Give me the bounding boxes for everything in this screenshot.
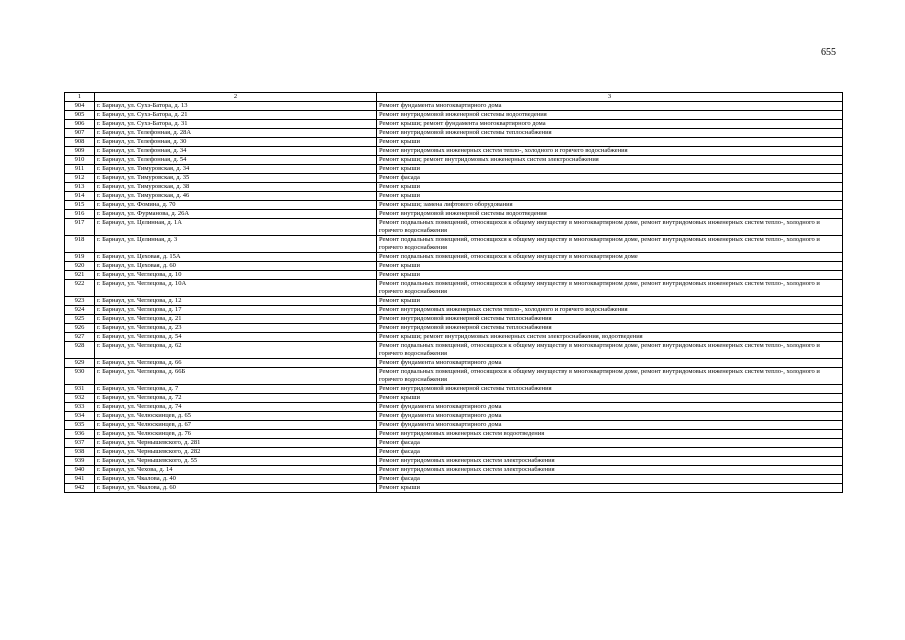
cell-address: г. Барнаул, ул. Сухэ-Батора, д. 13 — [95, 102, 377, 111]
table-row — [65, 192, 843, 201]
cell-number: 912 — [65, 174, 95, 183]
cell-work-type: Ремонт подвальных помещений, относящихся к общему имуществу в многоквартирном доме — [377, 253, 843, 262]
cell-address: г. Барнаул, ул. Чеглецова, д. 12 — [95, 297, 377, 306]
table-row — [65, 439, 843, 448]
cell-work-type: Ремонт фасада — [377, 448, 843, 457]
table-row — [65, 412, 843, 421]
cell-number: 939 — [65, 457, 95, 466]
table-row — [65, 342, 843, 359]
cell-work-type: Ремонт фасада — [377, 439, 843, 448]
cell-work-type: Ремонт подвальных помещений, относящихся к общему имуществу в многоквартирном доме, ремонт внутридомовых инженерных систем тепло-, холодного и горячего водоснабжения — [377, 368, 843, 385]
cell-work-type: Ремонт фундамента многоквартирного дома — [377, 359, 843, 368]
cell-address: г. Барнаул, ул. Чехова, д. 14 — [95, 466, 377, 475]
cell-work-type: Ремонт подвальных помещений, относящихся к общему имуществу в многоквартирном доме, ремонт внутридомовых инженерных систем тепло-, холодного и горячего водоснабжения — [377, 280, 843, 297]
table-row — [65, 129, 843, 138]
table-row — [65, 174, 843, 183]
cell-address: г. Барнаул, ул. Чеглецова, д. 23 — [95, 324, 377, 333]
cell-address: г. Барнаул, ул. Челюскинцев, д. 76 — [95, 430, 377, 439]
cell-address: г. Барнаул, ул. Чеглецова, д. 62 — [95, 342, 377, 359]
cell-work-type: Ремонт фундамента многоквартирного дома — [377, 102, 843, 111]
cell-address: г. Барнаул, ул. Тимуровская, д. 38 — [95, 183, 377, 192]
cell-work-type: Ремонт крыши — [377, 183, 843, 192]
cell-address: г. Барнаул, ул. Чеглецова, д. 17 — [95, 306, 377, 315]
table-row — [65, 430, 843, 439]
cell-address: г. Барнаул, ул. Телефонная, д. 34 — [95, 147, 377, 156]
cell-address: г. Барнаул, ул. Чеглецова, д. 54 — [95, 333, 377, 342]
cell-address: г. Барнаул, ул. Сухэ-Батора, д. 31 — [95, 120, 377, 129]
cell-address: г. Барнаул, ул. Телефонная, д. 54 — [95, 156, 377, 165]
table-row — [65, 280, 843, 297]
cell-address: г. Барнаул, ул. Челюскинцев, д. 65 — [95, 412, 377, 421]
page-number: 655 — [821, 47, 836, 58]
cell-number: 910 — [65, 156, 95, 165]
table-row — [65, 421, 843, 430]
table-row — [65, 219, 843, 236]
table-row — [65, 333, 843, 342]
cell-work-type: Ремонт подвальных помещений, относящихся к общему имуществу в многоквартирном доме, ремонт внутридомовых инженерных систем тепло-, холодного и горячего водоснабжения — [377, 342, 843, 359]
cell-work-type: Ремонт внутридомовых инженерных систем водоотведения — [377, 430, 843, 439]
cell-number: 932 — [65, 394, 95, 403]
cell-work-type: Ремонт фасада — [377, 174, 843, 183]
table-row — [65, 403, 843, 412]
cell-address: г. Барнаул, ул. Фомина, д. 70 — [95, 201, 377, 210]
cell-work-type: Ремонт фундамента многоквартирного дома — [377, 421, 843, 430]
cell-work-type: Ремонт фасада — [377, 475, 843, 484]
cell-address: г. Барнаул, ул. Тимуровская, д. 34 — [95, 165, 377, 174]
cell-address: г. Барнаул, ул. Челюскинцев, д. 67 — [95, 421, 377, 430]
cell-address: г. Барнаул, ул. Целинная, д. 3 — [95, 236, 377, 253]
cell-address: г. Барнаул, ул. Чеглецова, д. 72 — [95, 394, 377, 403]
table-row — [65, 147, 843, 156]
cell-address: г. Барнаул, ул. Чернышевского, д. 55 — [95, 457, 377, 466]
cell-address: г. Барнаул, ул. Тимуровская, д. 35 — [95, 174, 377, 183]
column-header-address: 2 — [95, 93, 377, 102]
cell-address: г. Барнаул, ул. Чеглецова, д. 74 — [95, 403, 377, 412]
table-row — [65, 448, 843, 457]
table-header-row — [65, 93, 843, 102]
table-row — [65, 138, 843, 147]
cell-number: 922 — [65, 280, 95, 297]
cell-work-type: Ремонт крыши — [377, 297, 843, 306]
cell-number: 920 — [65, 262, 95, 271]
cell-address: г. Барнаул, ул. Чеглецова, д. 10 — [95, 271, 377, 280]
table-row — [65, 111, 843, 120]
cell-work-type: Ремонт крыши; замена лифтового оборудования — [377, 201, 843, 210]
cell-number: 931 — [65, 385, 95, 394]
cell-work-type: Ремонт подвальных помещений, относящихся к общему имуществу в многоквартирном доме, ремонт внутридомовых инженерных систем тепло-, холодного и горячего водоснабжения — [377, 236, 843, 253]
cell-number: 904 — [65, 102, 95, 111]
cell-address: г. Барнаул, ул. Чеглецова, д. 10А — [95, 280, 377, 297]
cell-address: г. Барнаул, ул. Чеглецова, д. 7 — [95, 385, 377, 394]
cell-work-type: Ремонт крыши — [377, 271, 843, 280]
cell-address: г. Барнаул, ул. Тимуровская, д. 46 — [95, 192, 377, 201]
table-row — [65, 183, 843, 192]
table-row — [65, 165, 843, 174]
table-row — [65, 201, 843, 210]
cell-work-type: Ремонт внутридомовой инженерной системы теплоснабжения — [377, 385, 843, 394]
cell-number: 918 — [65, 236, 95, 253]
cell-work-type: Ремонт крыши; ремонт фундамента многоквартирного дома — [377, 120, 843, 129]
cell-work-type: Ремонт внутридомовой инженерной системы водоотведения — [377, 111, 843, 120]
cell-work-type: Ремонт подвальных помещений, относящихся к общему имуществу в многоквартирном доме, ремонт внутридомовых инженерных систем тепло-, холодного и горячего водоснабжения — [377, 219, 843, 236]
cell-number: 941 — [65, 475, 95, 484]
table-row — [65, 385, 843, 394]
cell-number: 929 — [65, 359, 95, 368]
cell-number: 927 — [65, 333, 95, 342]
table-row — [65, 102, 843, 111]
cell-address: г. Барнаул, ул. Чернышевского, д. 282 — [95, 448, 377, 457]
cell-number: 915 — [65, 201, 95, 210]
cell-number: 938 — [65, 448, 95, 457]
cell-work-type: Ремонт внутридомовых инженерных систем электроснабжения — [377, 466, 843, 475]
cell-number: 937 — [65, 439, 95, 448]
table-row — [65, 262, 843, 271]
cell-number: 906 — [65, 120, 95, 129]
cell-work-type: Ремонт внутридомовой инженерной системы водоотведения — [377, 210, 843, 219]
cell-number: 936 — [65, 430, 95, 439]
table-row — [65, 457, 843, 466]
table-row — [65, 315, 843, 324]
table-row — [65, 324, 843, 333]
cell-number: 917 — [65, 219, 95, 236]
cell-number: 926 — [65, 324, 95, 333]
table-row — [65, 253, 843, 262]
cell-address: г. Барнаул, ул. Чкалова, д. 60 — [95, 484, 377, 493]
column-header-work-type: 3 — [377, 93, 843, 102]
table-row — [65, 359, 843, 368]
cell-work-type: Ремонт крыши — [377, 484, 843, 493]
cell-number: 916 — [65, 210, 95, 219]
cell-work-type: Ремонт внутридомовой инженерной системы теплоснабжения — [377, 315, 843, 324]
table-row — [65, 297, 843, 306]
cell-number: 930 — [65, 368, 95, 385]
cell-number: 921 — [65, 271, 95, 280]
cell-address: г. Барнаул, ул. Целинная, д. 1А — [95, 219, 377, 236]
cell-work-type: Ремонт внутридомовой инженерной системы теплоснабжения — [377, 324, 843, 333]
cell-number: 914 — [65, 192, 95, 201]
table-row — [65, 394, 843, 403]
table-row — [65, 271, 843, 280]
cell-address: г. Барнаул, ул. Чеглецова, д. 66 — [95, 359, 377, 368]
table-body — [65, 102, 843, 493]
cell-number: 924 — [65, 306, 95, 315]
table-row — [65, 484, 843, 493]
cell-number: 942 — [65, 484, 95, 493]
table-row — [65, 120, 843, 129]
cell-work-type: Ремонт крыши; ремонт внутридомовых инженерных систем электроснабжения, водоотведения — [377, 333, 843, 342]
column-header-number: 1 — [65, 93, 95, 102]
table-row — [65, 210, 843, 219]
cell-work-type: Ремонт фундамента многоквартирного дома — [377, 403, 843, 412]
cell-work-type: Ремонт внутридомовых инженерных систем электроснабжения — [377, 457, 843, 466]
cell-work-type: Ремонт внутридомовой инженерной системы теплоснабжения — [377, 129, 843, 138]
repair-register-table — [64, 92, 843, 493]
cell-address: г. Барнаул, ул. Чкалова, д. 40 — [95, 475, 377, 484]
table-row — [65, 156, 843, 165]
table-row — [65, 368, 843, 385]
cell-address: г. Барнаул, ул. Цеховая, д. 60 — [95, 262, 377, 271]
cell-address: г. Барнаул, ул. Чеглецова, д. 21 — [95, 315, 377, 324]
cell-work-type: Ремонт крыши; ремонт внутридомовых инженерных систем электроснабжения — [377, 156, 843, 165]
cell-address: г. Барнаул, ул. Чернышевского, д. 281 — [95, 439, 377, 448]
cell-number: 919 — [65, 253, 95, 262]
cell-work-type: Ремонт крыши — [377, 394, 843, 403]
cell-number: 923 — [65, 297, 95, 306]
table-row — [65, 306, 843, 315]
cell-number: 905 — [65, 111, 95, 120]
cell-number: 934 — [65, 412, 95, 421]
cell-work-type: Ремонт внутридомовых инженерных систем тепло-, холодного и горячего водоснабжения — [377, 306, 843, 315]
table-row — [65, 236, 843, 253]
cell-address: г. Барнаул, ул. Фурманова, д. 26А — [95, 210, 377, 219]
cell-number: 911 — [65, 165, 95, 174]
cell-work-type: Ремонт крыши — [377, 262, 843, 271]
cell-work-type: Ремонт фундамента многоквартирного дома — [377, 412, 843, 421]
cell-address: г. Барнаул, ул. Чеглецова, д. 66Б — [95, 368, 377, 385]
cell-address: г. Барнаул, ул. Сухэ-Батора, д. 21 — [95, 111, 377, 120]
cell-address: г. Барнаул, ул. Цеховая, д. 15А — [95, 253, 377, 262]
cell-number: 925 — [65, 315, 95, 324]
cell-number: 933 — [65, 403, 95, 412]
cell-number: 909 — [65, 147, 95, 156]
cell-number: 908 — [65, 138, 95, 147]
cell-work-type: Ремонт крыши — [377, 165, 843, 174]
table-row — [65, 466, 843, 475]
cell-work-type: Ремонт крыши — [377, 192, 843, 201]
cell-number: 928 — [65, 342, 95, 359]
cell-number: 935 — [65, 421, 95, 430]
cell-number: 907 — [65, 129, 95, 138]
cell-number: 913 — [65, 183, 95, 192]
cell-address: г. Барнаул, ул. Телефонная, д. 28А — [95, 129, 377, 138]
cell-number: 940 — [65, 466, 95, 475]
cell-work-type: Ремонт крыши — [377, 138, 843, 147]
cell-address: г. Барнаул, ул. Телефонная, д. 30 — [95, 138, 377, 147]
table-row — [65, 475, 843, 484]
cell-work-type: Ремонт внутридомовых инженерных систем тепло-, холодного и горячего водоснабжения — [377, 147, 843, 156]
